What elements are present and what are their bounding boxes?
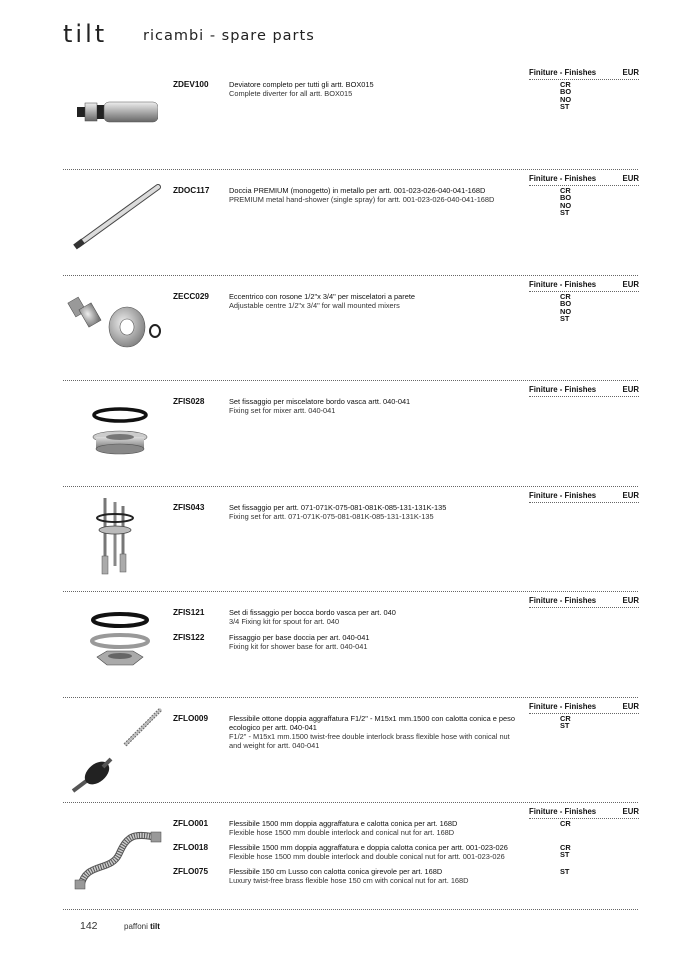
- finish-codes: [560, 715, 571, 730]
- finish-code: ST: [560, 101, 570, 111]
- finish-code: NO: [560, 200, 572, 210]
- finishes-header: Finiture - Finishes EUR: [529, 595, 639, 608]
- currency-label: EUR: [622, 68, 639, 77]
- finishes-header: Finiture - Finishes EUR: [529, 67, 639, 80]
- finishes-header: Finiture - Finishes EUR: [529, 490, 639, 503]
- description-italian: Fissaggio per base doccia per art. 040-041 Fixing kit for shower base for artt. 040-041: [229, 633, 524, 651]
- fixing-set-image: [63, 405, 168, 465]
- description-italian: Set di fissaggio per bocca bordo vasca per art. 040 3/4 Fixing kit for spout for art. 040: [229, 608, 524, 626]
- description-italian: Doccia PREMIUM (monogetto) in metallo per artt. 001-023-026-040-041-168D PREMIUM metal hand-shower (single spray) for artt. 001-023-026-040-041-168D: [229, 186, 524, 204]
- finish-code: ST: [560, 850, 570, 860]
- product-code: ZFLO009: [173, 714, 209, 723]
- description-italian: Deviatore completo per tutti gli artt. BOX015 Complete diverter for all artt. BOX015: [229, 80, 524, 98]
- description-english: Flexible hose 1500 mm double interlock and double conical nut for artt. 001-023-026: [229, 852, 505, 861]
- finishes-header: Finiture - Finishes EUR: [529, 279, 639, 292]
- finish-code: ST: [560, 867, 570, 876]
- finish-codes: [560, 187, 571, 216]
- product-code: ZFLO001: [173, 819, 209, 828]
- product-code: ZECC029: [173, 292, 209, 301]
- section-divider: [63, 697, 638, 698]
- page-subtitle: ricambi - spare parts: [143, 28, 315, 44]
- product-section: [63, 591, 638, 696]
- description-italian: Set fissaggio per miscelatore bordo vasca artt. 040-041 Fixing set for mixer artt. 040-041: [229, 397, 524, 415]
- finishes-header: Finiture - Finishes EUR: [529, 173, 639, 186]
- hand-shower-image: [63, 183, 168, 253]
- finish-code: CR: [560, 80, 571, 89]
- product-section: [63, 63, 638, 168]
- product-code: ZFLO018: [173, 843, 209, 852]
- finish-codes: [560, 868, 569, 875]
- product-code: ZFIS122: [173, 633, 205, 642]
- finish-code: CR: [560, 186, 571, 195]
- finish-code: ST: [560, 313, 570, 323]
- product-section: [63, 802, 638, 908]
- finish-code: NO: [560, 94, 572, 104]
- finish-code: CR: [560, 714, 571, 723]
- description-italian: Flessibile 150 cm Lusso con calotta conica girevole per art. 168D Luxury twist-free brass flexible hose 150 cm with conical nut for art. 168D: [229, 867, 524, 885]
- finish-code: ST: [560, 721, 570, 731]
- eccentric-image: [63, 289, 168, 351]
- description-italian: Flessibile 1500 mm doppia aggraffatura e doppia calotta conica per artt. 001-023-026 Flexible hose 1500 mm double interlock and double conical nut for artt. 001-023-026: [229, 843, 524, 861]
- hose-with-weight-image: [63, 701, 168, 795]
- description-english: Luxury twist-free brass flexible hose 150 cm with conical nut for art. 168D: [229, 876, 469, 885]
- currency-label: EUR: [622, 280, 639, 289]
- product-section: [63, 169, 638, 274]
- description-english: PREMIUM metal hand-shower (single spray) for artt. 001-023-026-040-041-168D: [229, 195, 495, 204]
- finishes-header: Finiture - Finishes EUR: [529, 701, 639, 714]
- page-number: 142: [80, 920, 98, 932]
- description-italian: Flessibile 1500 mm doppia aggraffatura e calotta conica per art. 168D Flexible hose 1500 mm double interlock and conical nut for art. 168D: [229, 819, 524, 837]
- finish-code: CR: [560, 819, 571, 828]
- page-footer: [63, 909, 638, 932]
- description-english: Fixing set for mixer artt. 040-041: [229, 406, 336, 415]
- description-italian: Flessibile ottone doppia aggraffatura F1/2" - M15x1 mm.1500 con calotta conica e peso ecologico per artt. 040-041 F1/2" - M15x1 mm.1500 twist-free double interlock brass flexible hose with conical nut and weight for artt. 040-041: [229, 714, 524, 750]
- brand-title: tilt: [63, 20, 108, 48]
- product-code: ZDEV100: [173, 80, 209, 89]
- product-section: [63, 697, 638, 802]
- product-section: [63, 380, 638, 485]
- product-section: [63, 275, 638, 380]
- product-code: ZDOC117: [173, 186, 210, 195]
- finish-codes: [560, 293, 571, 322]
- diverter-image: [63, 91, 168, 131]
- section-divider: [63, 802, 638, 803]
- currency-label: EUR: [622, 702, 639, 711]
- finish-code: CR: [560, 843, 571, 852]
- section-divider: [63, 591, 638, 592]
- finishes-header: Finiture - Finishes EUR: [529, 806, 639, 819]
- description-english: Fixing kit for shower base for artt. 040-041: [229, 642, 368, 651]
- finish-codes: [560, 820, 571, 827]
- finishes-header: Finiture - Finishes EUR: [529, 384, 639, 397]
- currency-label: EUR: [622, 385, 639, 394]
- fixing-rods-image: [63, 494, 168, 576]
- description-italian: Eccentrico con rosone 1/2"x 3/4" per miscelatori a parete Adjustable centre 1/2"x 3/4" for wall mounted mixers: [229, 292, 524, 310]
- finish-code: ST: [560, 207, 570, 217]
- finish-code: BO: [560, 299, 572, 309]
- fixing-kit-image: [63, 611, 168, 673]
- section-divider: [63, 486, 638, 487]
- section-divider: [63, 380, 638, 381]
- finish-code: CR: [560, 292, 571, 301]
- product-code: ZFIS028: [173, 397, 205, 406]
- flexible-hose-image: [63, 822, 168, 892]
- description-english: 3/4 Fixing kit for spout for art. 040: [229, 617, 340, 626]
- currency-label: EUR: [622, 596, 639, 605]
- finish-codes: [560, 81, 571, 110]
- product-code: ZFIS121: [173, 608, 205, 617]
- description-english: Adjustable centre 1/2"x 3/4" for wall mounted mixers: [229, 301, 400, 310]
- description-english: Complete diverter for all artt. BOX015: [229, 89, 353, 98]
- product-section: [63, 486, 638, 591]
- section-divider: [63, 275, 638, 276]
- finish-codes: [560, 844, 571, 859]
- description-english: Flexible hose 1500 mm double interlock and conical nut for art. 168D: [229, 828, 455, 837]
- footer-brand: paffoni tilt: [124, 922, 160, 931]
- currency-label: EUR: [622, 807, 639, 816]
- currency-label: EUR: [622, 174, 639, 183]
- description-italian: Set fissaggio per artt. 071-071K-075-081-081K-085-131-131K-135 Fixing set for artt. 071-071K-075-081-081K-085-131-131K-135: [229, 503, 524, 521]
- section-divider: [63, 169, 638, 170]
- finish-code: BO: [560, 87, 572, 97]
- finish-code: NO: [560, 306, 572, 316]
- finish-code: BO: [560, 193, 572, 203]
- product-code: ZFIS043: [173, 503, 205, 512]
- currency-label: EUR: [622, 491, 639, 500]
- product-code: ZFLO075: [173, 867, 209, 876]
- description-english: F1/2" - M15x1 mm.1500 twist-free double interlock brass flexible hose with conical nut and weight for artt. 040-041: [229, 732, 510, 750]
- description-english: Fixing set for artt. 071-071K-075-081-081K-085-131-131K-135: [229, 512, 434, 521]
